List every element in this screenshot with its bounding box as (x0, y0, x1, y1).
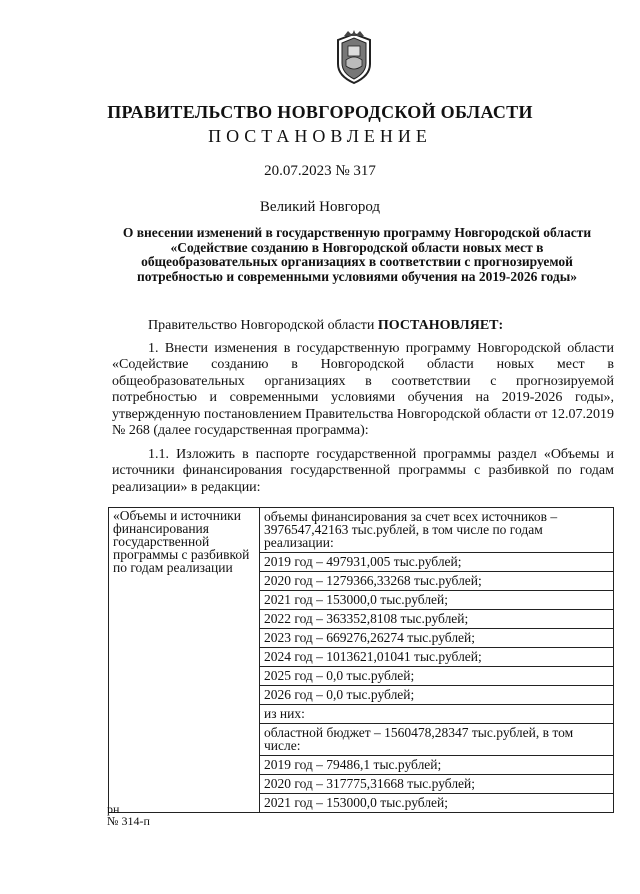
item-1-1: 1.1. Изложить в паспорте государственной программы раздел «Объемы и источники финансирования государственной программы с разбивкой по годам реализации» в редакции: (112, 447, 614, 495)
preamble (112, 318, 614, 334)
footer-initials: рн (107, 802, 120, 816)
financing-values-cell (260, 508, 614, 813)
financing-row: 2019 год – 79486,1 тыс.рублей; (260, 756, 613, 775)
financing-row: объемы финансирования за счет всех источников – 3976547,42163 тыс.рублей, в том числе по годам реализации: (260, 508, 613, 553)
financing-row: 2026 год – 0,0 тыс.рублей; (260, 686, 613, 705)
footer-ref-number: № 314-п (107, 814, 150, 828)
financing-row: 2025 год – 0,0 тыс.рублей; (260, 667, 613, 686)
document-date-number: 20.07.2023 № 317 (264, 163, 376, 179)
document-subject: О внесении изменений в государственную программу Новгородской области «Содействие созданию в Новгородской области новых мест в общеобразовательных организациях в соответствии с прогнозируемой потребностью и современными условиями обучения на 2019-2026 годы» (122, 225, 592, 284)
financing-row: 2024 год – 1013621,01041 тыс.рублей; (260, 648, 613, 667)
financing-row: 2021 год – 153000,0 тыс.рублей; (264, 795, 449, 810)
preamble-text: Правительство Новгородской области (148, 318, 378, 333)
financing-row: областной бюджет – 1560478,28347 тыс.рублей, в том числе: (260, 724, 613, 756)
coat-of-arms-icon (330, 30, 378, 86)
financing-row: 2020 год – 1279366,33268 тыс.рублей; (260, 572, 613, 591)
financing-row: 2020 год – 317775,31668 тыс.рублей; (260, 775, 613, 794)
footer (107, 803, 150, 827)
financing-row: 2023 год – 669276,26274 тыс.рублей; (260, 629, 613, 648)
financing-row: 2021 год – 153000,0 тыс.рублей; (260, 591, 613, 610)
preamble-resolve: ПОСТАНОВЛЯЕТ: (377, 318, 504, 333)
document-type: ПОСТАНОВЛЕНИЕ (208, 126, 432, 146)
financing-row: 2019 год – 497931,005 тыс.рублей; (260, 553, 613, 572)
financing-row: из них: (260, 705, 613, 724)
item-1: 1. Внести изменения в государственную программу Новгородской области «Содействие созданию в Новгородской области новых мест в общеобразовательных организациях в соответствии с прогнозируемой потребностью и современными условиями обучения на 2019-2026 годы», утвержденную постановлением Правительства Новгородской области от 12.07.2019 № 268 (далее государственная программа): (112, 341, 614, 439)
financing-table (107, 507, 614, 816)
document-city: Великий Новгород (259, 199, 381, 215)
org-title: ПРАВИТЕЛЬСТВО НОВГОРОДСКОЙ ОБЛАСТИ (107, 102, 533, 122)
financing-row: 2022 год – 363352,8108 тыс.рублей; (260, 610, 613, 629)
financing-label-cell: «Объемы и источники финансирования государственной программы с разбивкой по годам реализации (109, 508, 260, 813)
